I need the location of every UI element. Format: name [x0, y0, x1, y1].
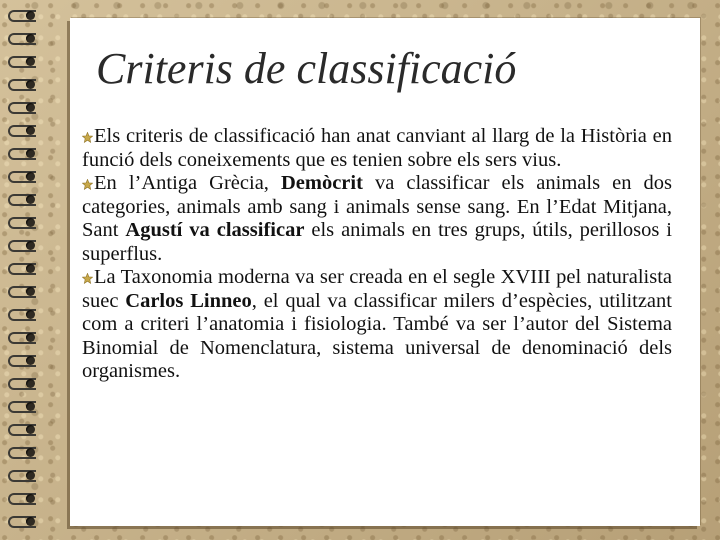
paragraph-text: els animals en tres grups, útils, perillosos i superflus. — [82, 219, 673, 265]
binding-ring — [6, 307, 42, 321]
bold-name: Carlos Linneo — [125, 289, 252, 312]
binding-ring — [6, 169, 42, 183]
slide-body — [82, 125, 672, 384]
bullet-paragraph — [82, 266, 672, 384]
binding-ring — [6, 100, 42, 114]
paragraph-text: , el qual va classificar milers d’espècies, utilitzant com a criteri l’anatomia i fisiologia. També va ser l’autor del Sistema Binomial de Nomenclatura, sistema universal de denominació dels organismes. — [82, 289, 672, 382]
paragraph-text: En l’Antiga Grècia, — [94, 172, 281, 194]
star-bullet-icon — [82, 132, 93, 143]
binding-ring — [6, 284, 42, 298]
binding-ring — [6, 123, 42, 137]
binding-ring — [6, 8, 42, 22]
binding-ring — [6, 215, 42, 229]
binding-ring — [6, 399, 42, 413]
bullet-paragraph — [82, 172, 672, 266]
binding-ring — [6, 261, 42, 275]
paragraph-text: Els criteris de classificació han anat canviant al llarg de la Història en funció dels coneixements que es tenien sobre els sers vius. — [82, 125, 672, 171]
binding-ring — [6, 54, 42, 68]
binding-ring — [6, 514, 42, 528]
binding-ring — [6, 330, 42, 344]
bullet-paragraph — [82, 125, 672, 172]
binding-ring — [6, 192, 42, 206]
binding-ring — [6, 468, 42, 482]
binding-ring — [6, 422, 42, 436]
bold-name: Demòcrit — [280, 172, 363, 194]
star-bullet-icon — [82, 179, 93, 190]
binding-ring — [6, 146, 42, 160]
bold-name: Agustí va classificar — [125, 219, 305, 241]
binding-ring — [6, 445, 42, 459]
paragraph-text: va classificar els animals en dos categories, animals amb sang i animals sense sang. En l’Edat Mitjana, Sant — [82, 172, 672, 241]
binding-ring — [6, 77, 42, 91]
paragraph-text: La Taxonomia moderna va ser creada en el segle XVIII pel naturalista suec — [82, 266, 672, 312]
slide-title: Criteris de classificació — [96, 44, 517, 93]
binding-ring — [6, 31, 42, 45]
binding-ring — [6, 238, 42, 252]
spiral-binding — [0, 0, 48, 540]
binding-ring — [6, 376, 42, 390]
star-bullet-icon — [82, 273, 93, 284]
binding-ring — [6, 353, 42, 367]
binding-ring — [6, 491, 42, 505]
